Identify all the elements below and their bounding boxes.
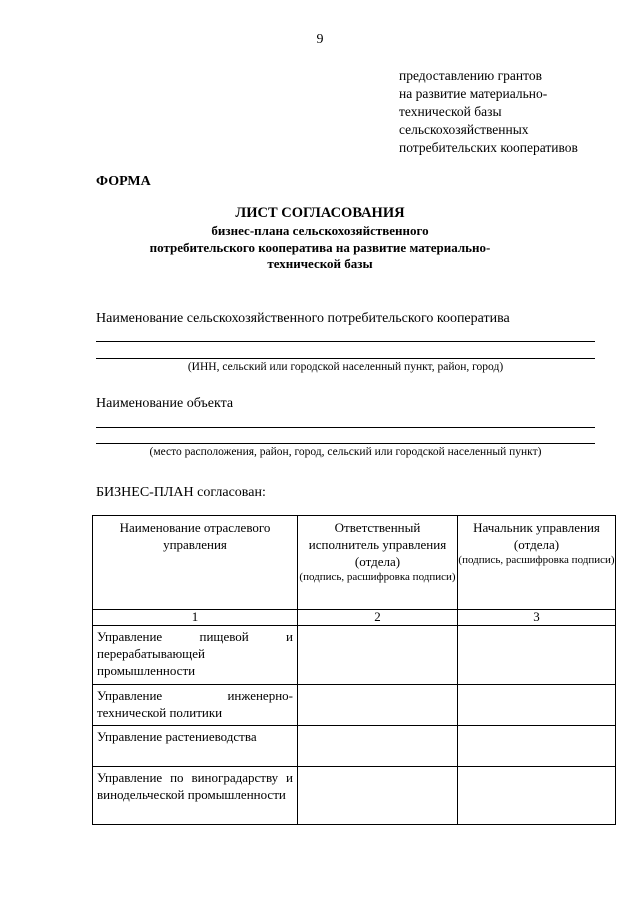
title-main: ЛИСТ СОГЛАСОВАНИЯ (235, 205, 405, 221)
object-name-line-2[interactable] (96, 443, 595, 444)
header-chief (458, 516, 616, 610)
cooperative-name-line-2[interactable] (96, 358, 595, 359)
executor-signature-cell[interactable] (298, 767, 458, 825)
executor-signature-cell[interactable] (298, 685, 458, 726)
table-row (93, 726, 616, 767)
header-executor-title: Ответственный исполнитель управления (отдела) (308, 520, 447, 569)
chief-signature-cell[interactable] (458, 626, 616, 685)
title-sub-line: бизнес-плана сельскохозяйственного (211, 223, 429, 238)
header-department (93, 516, 298, 610)
addressee-line: предоставлению грантов (399, 68, 542, 83)
department-cell: Управление пищевой и перерабатывающей промышленности (93, 626, 298, 685)
table-header-row (93, 516, 616, 610)
cooperative-name-label: Наименование сельскохозяйственного потребительского кооператива (96, 311, 510, 326)
column-number-row (93, 610, 616, 626)
cooperative-name-hint: (ИНН, сельский или городской населенный пункт, район, город) (187, 361, 504, 373)
chief-signature-cell[interactable] (458, 767, 616, 825)
cooperative-name-line[interactable] (96, 341, 595, 342)
executor-signature-cell[interactable] (298, 726, 458, 767)
executor-signature-cell[interactable] (298, 626, 458, 685)
form-label: ФОРМА (96, 174, 151, 189)
title-sub-line: потребительского кооператива на развитие материально- (149, 239, 491, 255)
department-cell: Управление инженерно-технической политики (93, 685, 298, 726)
chief-signature-cell[interactable] (458, 726, 616, 767)
chief-signature-cell[interactable] (458, 685, 616, 726)
title-sub-line: технической базы (267, 256, 373, 271)
header-executor-note: (подпись, расшифровка подписи) (299, 571, 456, 583)
addressee-line: потребительских кооперативов (399, 140, 578, 155)
header-chief-note: (подпись, расшифровка подписи) (458, 554, 615, 566)
page-number: 9 (316, 32, 324, 47)
header-chief-title: Начальник управления (отдела) (473, 520, 600, 552)
table-row (93, 685, 616, 726)
object-name-line[interactable] (96, 427, 595, 428)
object-name-label: Наименование объекта (96, 396, 234, 411)
header-department-title: Наименование отраслевого управления (119, 520, 271, 552)
header-executor (298, 516, 458, 610)
addressee-line: на развитие материально- (399, 86, 548, 101)
table-row (93, 767, 616, 825)
column-number: 2 (298, 610, 458, 626)
department-cell: Управление растениеводства (93, 726, 298, 767)
addressee-line: технической базы (399, 104, 502, 119)
column-number: 1 (93, 610, 298, 626)
column-number: 3 (458, 610, 616, 626)
department-cell: Управление по виноградарству и винодельческой промышленности (93, 767, 298, 825)
table-row (93, 626, 616, 685)
object-name-hint: (место расположения, район, город, сельский или городской населенный пункт) (149, 446, 542, 458)
approved-label: БИЗНЕС-ПЛАН согласован: (96, 485, 266, 500)
addressee-line: сельскохозяйственных (399, 122, 529, 137)
approval-table (92, 515, 616, 825)
document-title (0, 204, 640, 273)
addressee-block (399, 67, 578, 157)
